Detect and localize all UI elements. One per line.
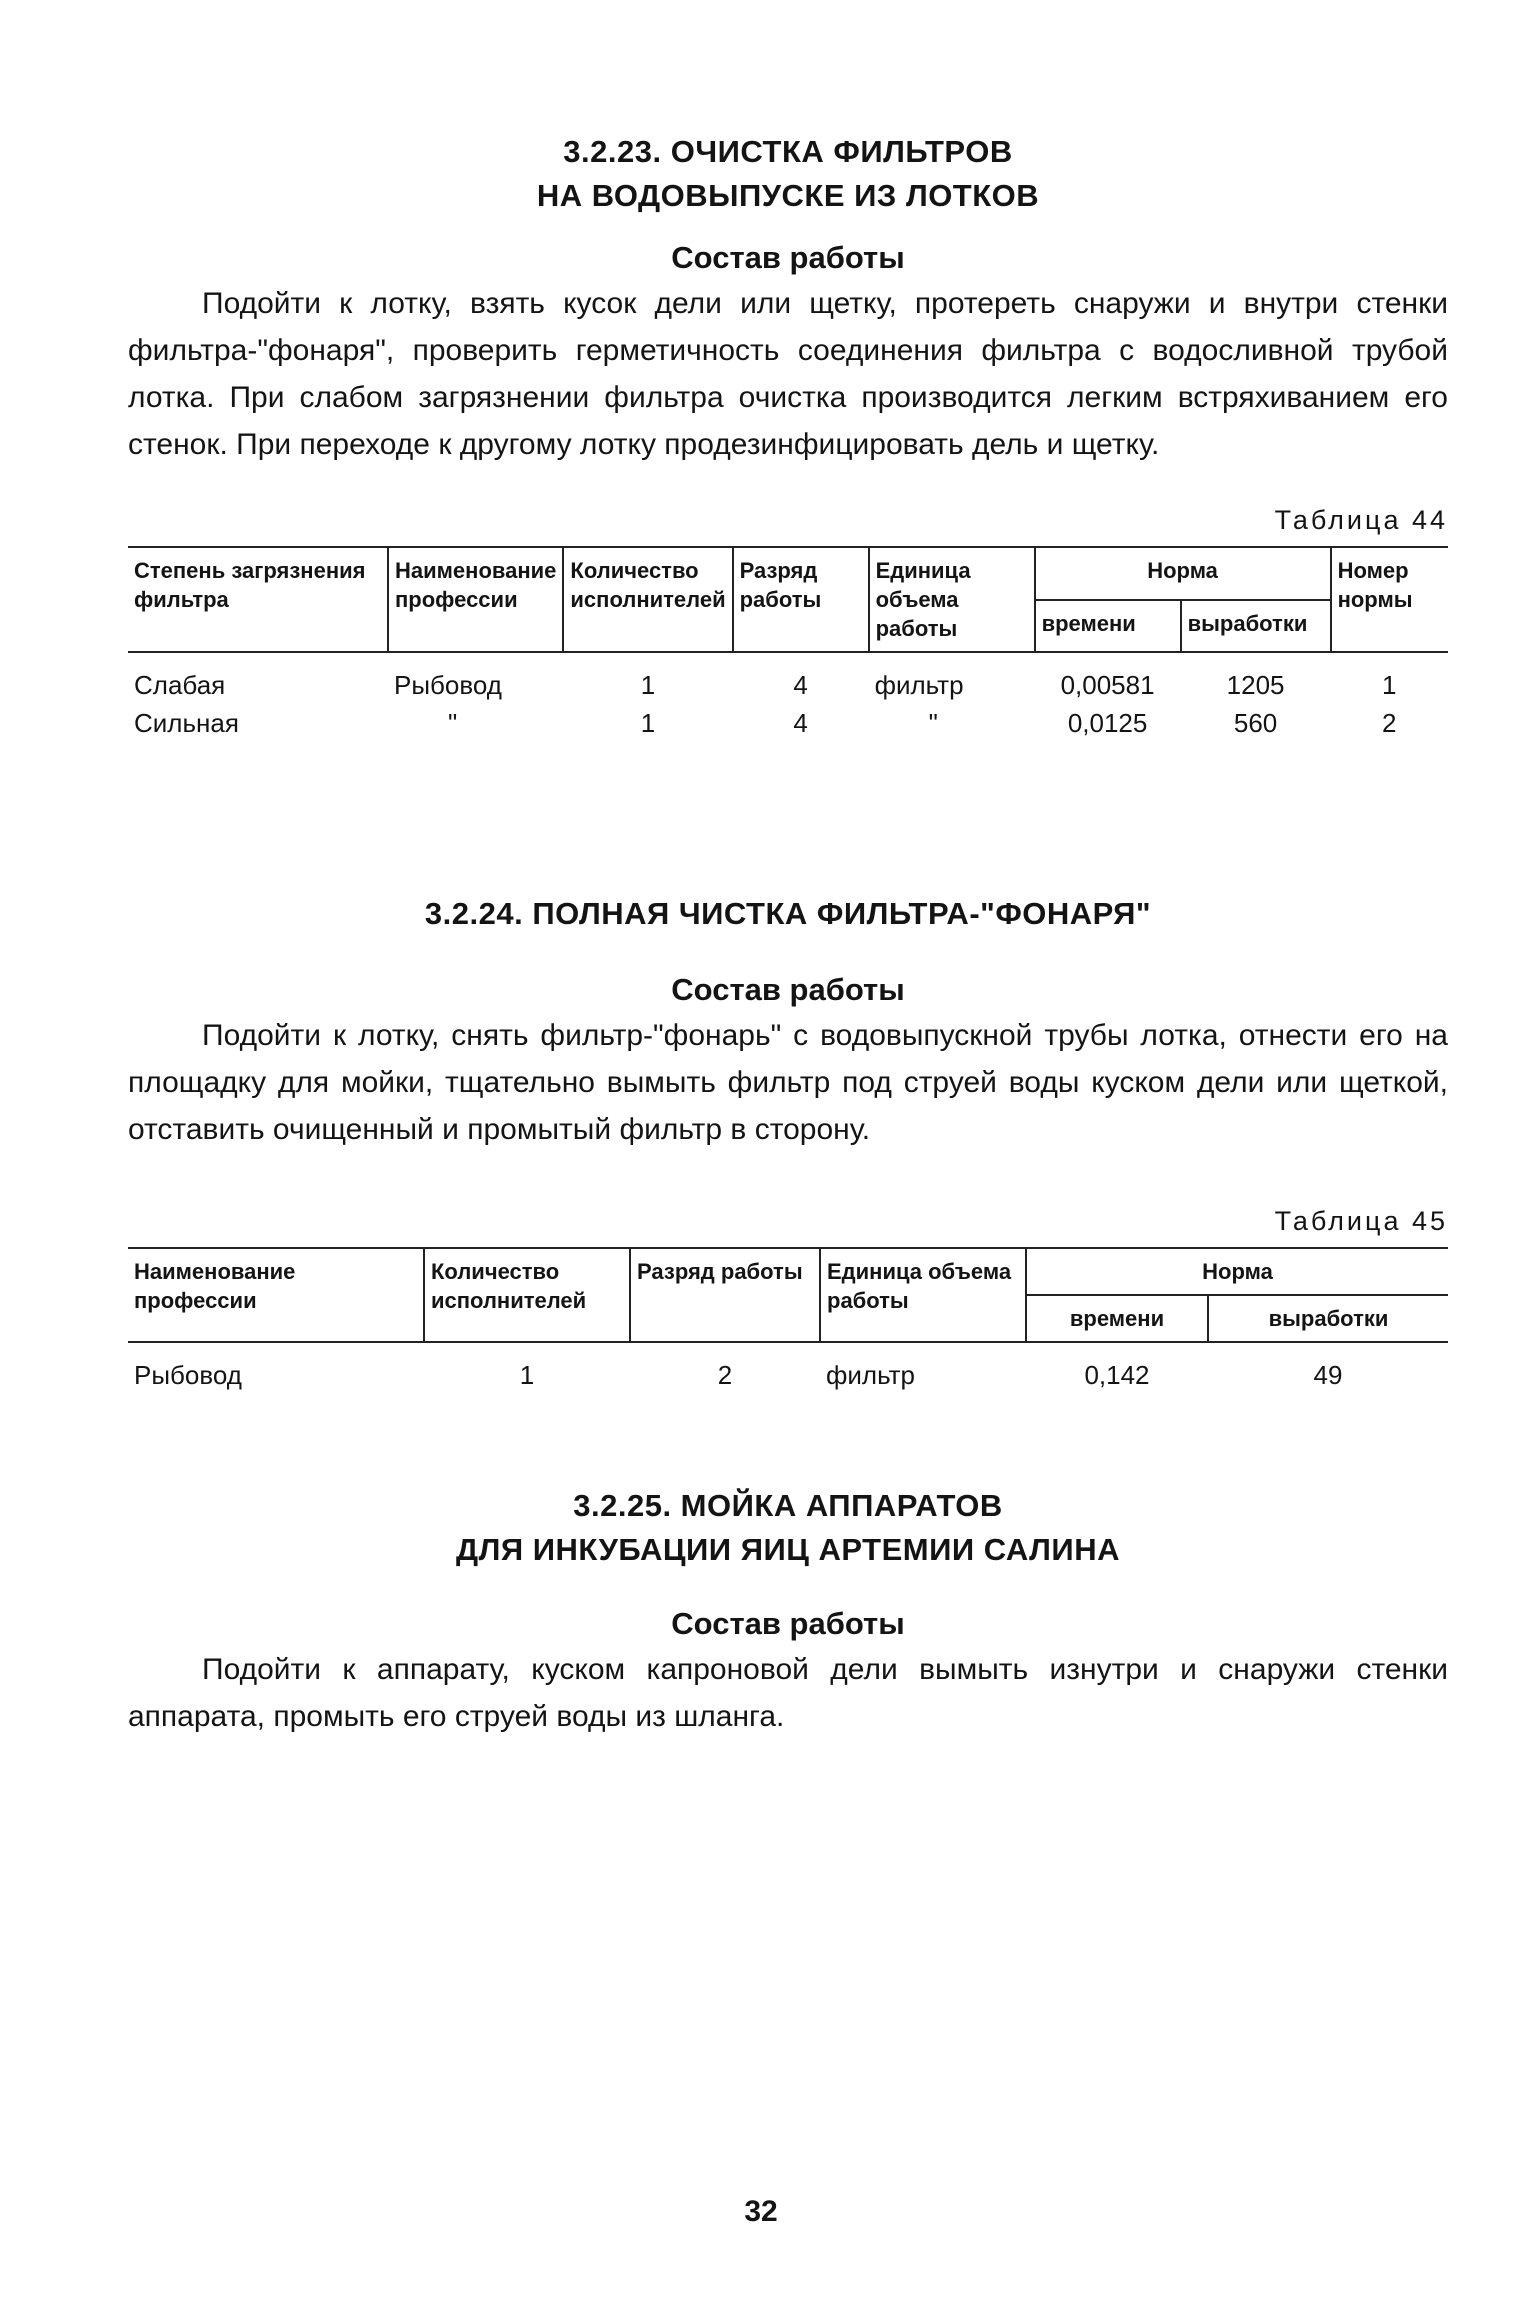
header-time: времени xyxy=(1035,600,1181,653)
header-degree: Степень загрязнения фильтра xyxy=(128,547,388,652)
section-title-line1: 3.2.25. МОЙКА АППАРАТОВ xyxy=(573,1488,1003,1523)
table-45-caption: Таблица 45 xyxy=(1274,1206,1448,1236)
page-number: 32 xyxy=(744,2195,778,2228)
section-3-2-25-text: Подойти к аппарату, куском капроновой дели вымыть изнутри и снаружи стенки аппарата, промыть его струей воды из шланга. xyxy=(128,1653,1448,1733)
header-time: времени xyxy=(1026,1295,1208,1342)
table-44 xyxy=(128,546,1448,742)
cell-output: 49 xyxy=(1313,1360,1343,1390)
cell-time: 0,0125 xyxy=(1067,708,1148,738)
cell-time: 0,00581 xyxy=(1060,670,1155,700)
cell-time: 0,142 xyxy=(1084,1360,1150,1390)
composition-subhead: Состав работы xyxy=(671,1606,905,1641)
cell-count: 1 xyxy=(519,1360,535,1390)
header-count: Количество исполнителей xyxy=(424,1248,630,1342)
composition-subhead: Состав работы xyxy=(671,240,905,275)
section-title-line1: 3.2.23. ОЧИСТКА ФИЛЬТРОВ xyxy=(563,134,1013,169)
cell-profession: Рыбовод xyxy=(134,1360,242,1390)
table-row xyxy=(128,666,1448,704)
composition-subhead: Состав работы xyxy=(671,972,905,1007)
cell-degree: Слабая xyxy=(134,670,226,700)
cell-degree: Сильная xyxy=(134,708,239,738)
cell-unit: " xyxy=(928,708,938,738)
section-3-2-24-title: 3.2.24. ПОЛНАЯ ЧИСТКА ФИЛЬТРА-"ФОНАРЯ" xyxy=(424,896,1152,931)
cell-grade: 4 xyxy=(793,670,808,700)
table-45 xyxy=(128,1247,1448,1394)
cell-profession: Рыбовод xyxy=(394,670,502,700)
cell-grade: 4 xyxy=(793,708,808,738)
cell-count: 1 xyxy=(640,708,656,738)
cell-grade: 2 xyxy=(717,1360,733,1390)
cell-output: 560 xyxy=(1233,708,1278,738)
header-norm: Норма xyxy=(1035,547,1331,600)
cell-number: 2 xyxy=(1382,708,1397,738)
section-title-line2: ДЛЯ ИНКУБАЦИИ ЯИЦ АРТЕМИИ САЛИНА xyxy=(456,1532,1120,1567)
header-grade: Разряд работы xyxy=(733,547,869,652)
section-3-2-25-title xyxy=(128,1484,1448,1572)
cell-unit: фильтр xyxy=(874,670,964,700)
header-output: выработки xyxy=(1181,600,1331,653)
table-row xyxy=(128,704,1448,742)
cell-number: 1 xyxy=(1382,670,1397,700)
header-grade: Разряд работы xyxy=(630,1248,820,1342)
header-count: Количество исполнителей xyxy=(563,547,732,652)
section-title-line2: НА ВОДОВЫПУСКЕ ИЗ ЛОТКОВ xyxy=(536,178,1040,213)
document-page xyxy=(128,130,1448,1740)
header-norm: Норма xyxy=(1026,1248,1448,1295)
header-number: Номер нормы xyxy=(1331,547,1448,652)
section-3-2-23-text: Подойти к лотку, взять кусок дели или щетку, протереть снаружи и внутри стенки фильтра-"фонаря", проверить герметичность соединения фильтра с водосливной трубой лотка. При слабом загрязнении фильтра очистка производится легким встряхиванием его стенок. При переходе к другому лотку продезинфицировать дель и щетку. xyxy=(128,287,1448,461)
header-profession: Наименование профессии xyxy=(128,1248,424,1342)
table-row xyxy=(128,1356,1448,1394)
cell-count: 1 xyxy=(640,670,656,700)
table-44-caption: Таблица 44 xyxy=(1274,505,1448,535)
header-unit: Единица объема работы xyxy=(820,1248,1026,1342)
cell-output: 1205 xyxy=(1226,670,1285,700)
section-3-2-23-title xyxy=(128,130,1448,218)
cell-profession: " xyxy=(448,708,458,738)
cell-unit: фильтр xyxy=(826,1360,915,1390)
header-profession: Наименование профессии xyxy=(388,547,563,652)
header-unit: Единица объема работы xyxy=(869,547,1035,652)
section-3-2-24-text: Подойти к лотку, снять фильтр-"фонарь" с водовыпускной трубы лотка, отнести его на площадку для мойки, тщательно вымыть фильтр под струей воды куском дели или щеткой, отставить очищенный и промытый фильтр в сторону. xyxy=(128,1019,1448,1146)
header-output: выработки xyxy=(1208,1295,1448,1342)
